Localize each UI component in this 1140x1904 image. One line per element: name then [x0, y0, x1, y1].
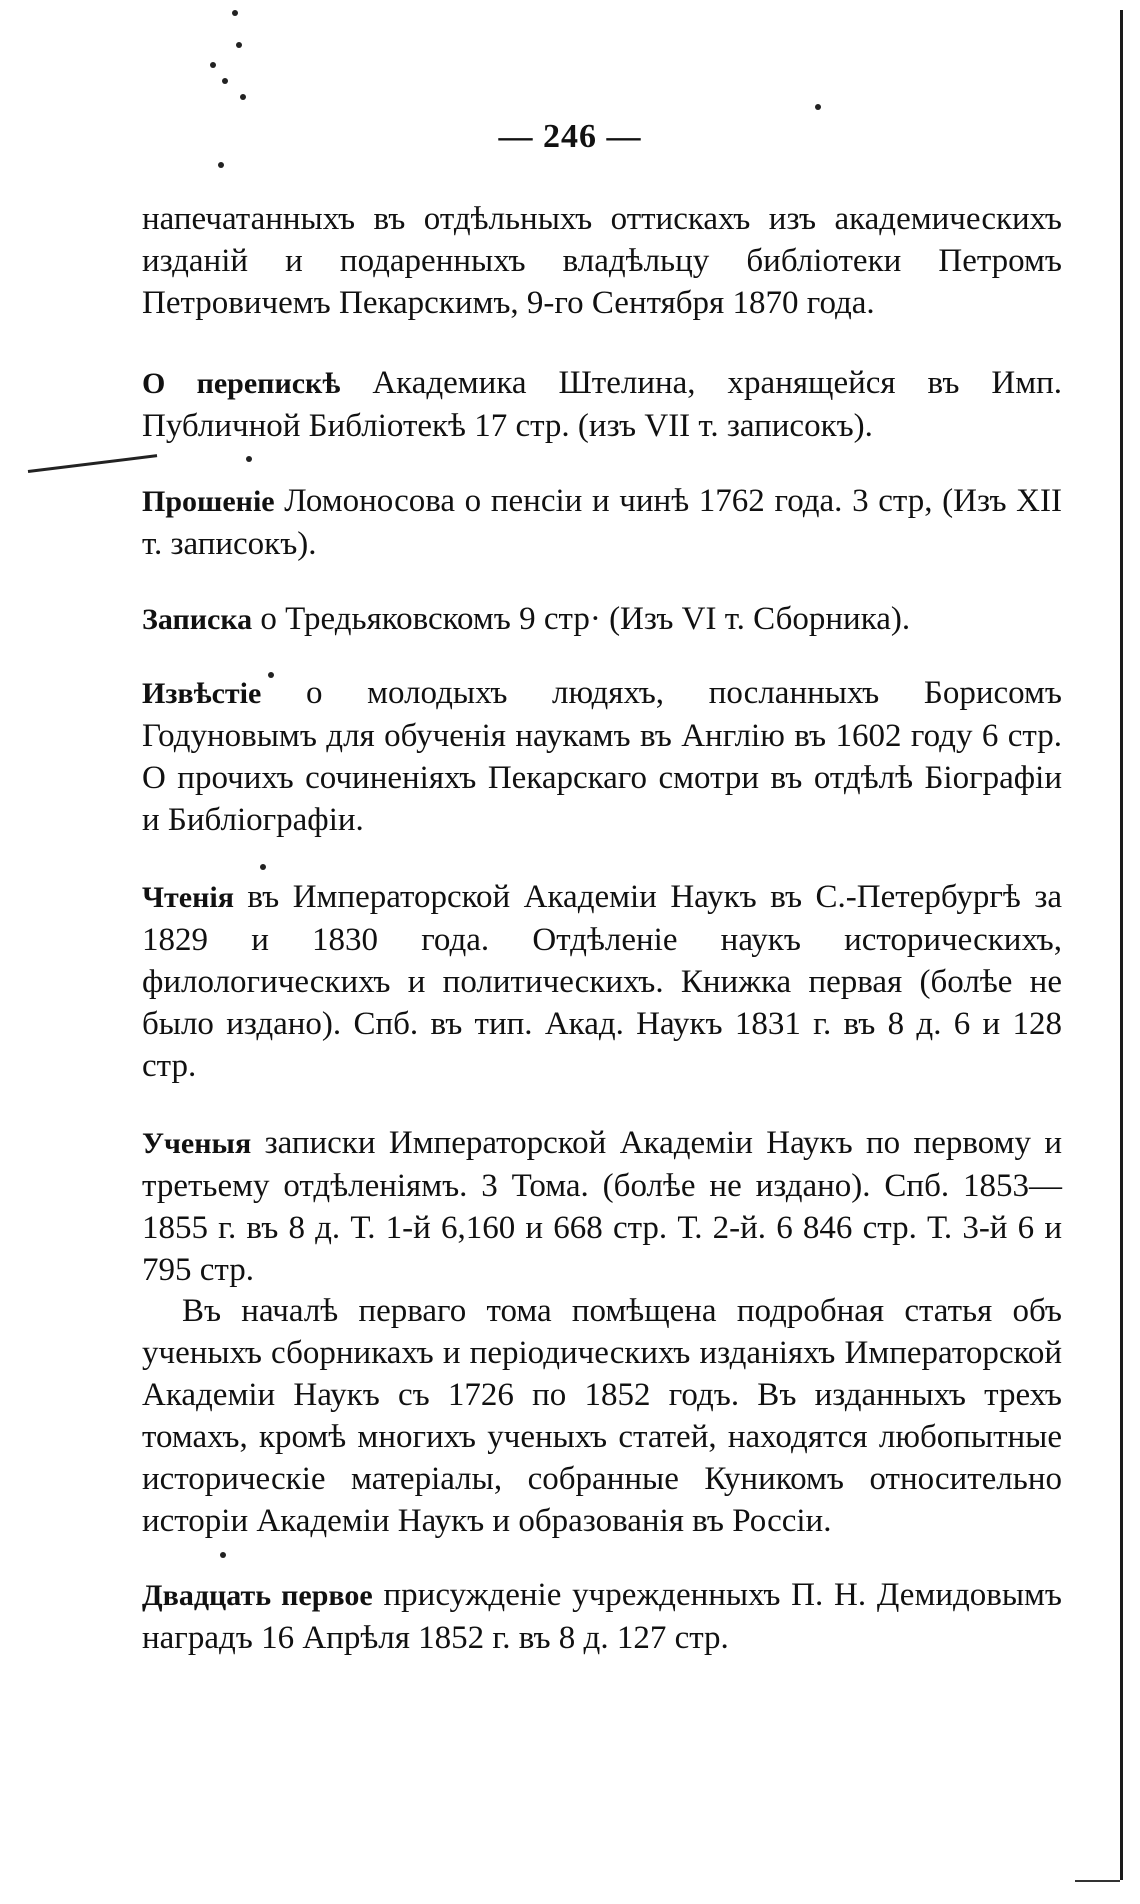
entry-text: о Тредьяковскомъ 9 стр· (Изъ VI т. Сборника).: [252, 601, 911, 637]
corner-mark: [1075, 1880, 1120, 1882]
scan-speck: [220, 1552, 226, 1558]
entry-text: Академика Штелина, хранящейся въ Имп. Публичной Библіотекѣ 17 стр. (изъ VII т. записокъ).: [142, 365, 1063, 444]
entry-lead: Ученыя: [142, 1127, 252, 1160]
entry-scholarly-notes: [142, 1122, 1062, 1291]
entry-lead: О перепискѣ: [142, 367, 341, 400]
entry-lead: Извѣстіе: [142, 677, 262, 710]
entry-lead: Прошеніе: [142, 485, 275, 518]
scan-speck: [218, 162, 224, 168]
scan-speck: [240, 94, 246, 100]
entry-lead: Двадцать первое: [142, 1579, 373, 1612]
entry-godunov-students: [142, 672, 1062, 841]
scan-speck: [260, 864, 266, 870]
entry-continuation: [142, 198, 1062, 324]
entry-text: присужденіе учрежденныхъ П. Н. Демидовымъ наградъ 16 Апрѣля 1852 г. въ 8 д. 127 стр.: [142, 1577, 1062, 1656]
scan-speck: [232, 10, 238, 16]
margin-pen-mark: [28, 454, 157, 473]
scan-speck: [210, 62, 216, 68]
scan-speck: [236, 42, 242, 48]
entry-trediakovsky-note: [142, 598, 1062, 641]
entry-scholarly-notes-description: [142, 1290, 1062, 1542]
entry-academy-readings: [142, 876, 1062, 1087]
entry-text: Въ началѣ перваго тома помѣщена подробная статья объ ученыхъ сборникахъ и періодическихъ изданіяхъ Императорской Академіи Наукъ съ 1726 по 1852 годъ. Въ изданныхъ трехъ томахъ, кромѣ многихъ ученыхъ статей, находятся любопытные историческіе матеріалы, собранные Куникомъ относительно исторіи Академіи Наукъ и образованія въ Россіи.: [142, 1293, 1062, 1539]
scan-speck: [815, 104, 821, 110]
entry-demidov-awards: [142, 1574, 1062, 1659]
entry-lomonosov-petition: [142, 480, 1062, 565]
entry-stehlin-correspondence: [142, 362, 1062, 447]
page-number: — 246 —: [498, 118, 642, 155]
entry-text: о молодыхъ людяхъ, посланныхъ Борисомъ Годуновымъ для обученія наукамъ въ Англію въ 1602 году 6 стр. О прочихъ сочиненіяхъ Пекарскаго смотри въ отдѣлѣ Біографіи и Библіографіи.: [142, 675, 1062, 838]
scan-speck: [246, 456, 252, 462]
entry-text: записки Императорской Академіи Наукъ по первому и третьему отдѣленіямъ. 3 Тома. (болѣе не издано). Спб. 1853—1855 г. въ 8 д. Т. 1-й 6,160 и 668 стр. Т. 2-й. 6 846 стр. Т. 3-й 6 и 795 стр.: [142, 1125, 1062, 1288]
entry-lead: Чтенія: [142, 881, 234, 914]
entry-text: въ Императорской Академіи Наукъ въ С.-Петербургѣ за 1829 и 1830 года. Отдѣленіе наукъ историческихъ, филологическихъ и политическихъ. Книжка первая (болѣе не было издано). Спб. въ тип. Акад. Наукъ 1831 г. въ 8 д. 6 и 128 стр.: [142, 879, 1062, 1084]
scan-speck: [222, 78, 228, 84]
page-edge-rule: [1120, 10, 1123, 1880]
entry-lead: Записка: [142, 603, 253, 636]
entry-text: Ломоносова о пенсіи и чинѣ 1762 года. 3 стр, (Изъ XII т. записокъ).: [142, 483, 1062, 562]
entry-text: напечатанныхъ въ отдѣльныхъ оттискахъ изъ академическихъ изданій и подаренныхъ владѣльцу библіотеки Петромъ Петровичемъ Пекарскимъ, 9-го Сентября 1870 года.: [142, 201, 1062, 321]
